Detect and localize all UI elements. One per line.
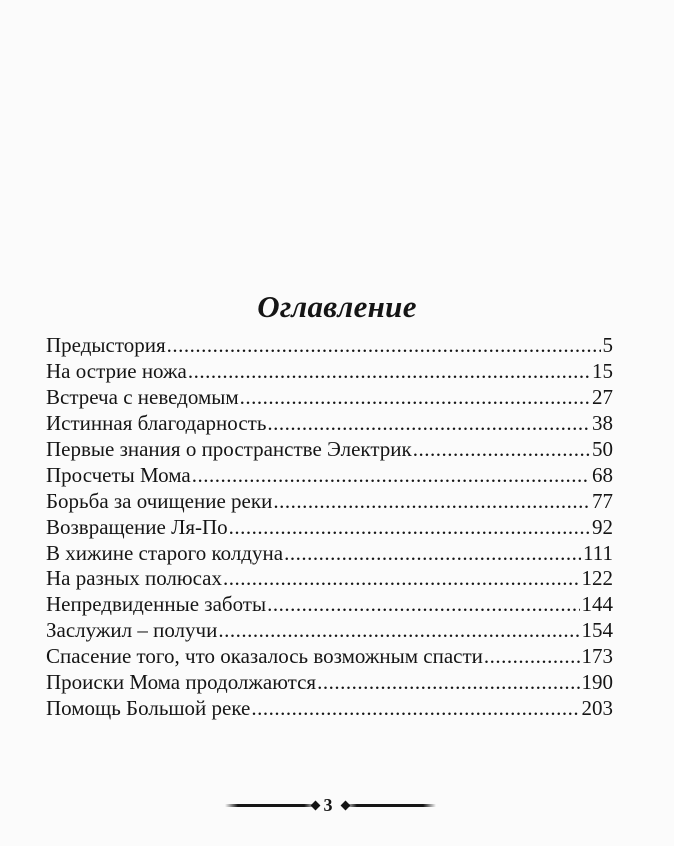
toc-entry-page: 144 — [581, 592, 613, 617]
toc-entry-title: На разных полюсах — [46, 566, 222, 591]
dot-leader — [273, 489, 590, 515]
toc-entry-page: 15 — [592, 358, 613, 383]
dot-leader — [192, 463, 590, 489]
toc-entry-title: Непредвиденные заботы — [46, 592, 267, 617]
dot-leader — [484, 644, 580, 670]
dot-leader — [240, 385, 590, 411]
toc-entry-title: Спасение того, что оказалось возможным спасти — [46, 644, 483, 669]
dot-leader — [251, 696, 579, 722]
toc-entry-page: 27 — [592, 384, 613, 409]
dot-leader — [317, 670, 579, 696]
toc-entry-title: В хижине старого колдуна — [46, 540, 284, 565]
toc-entry-page: 38 — [592, 410, 613, 435]
dot-leader — [223, 566, 580, 592]
toc-entry-title: Первые знания о пространстве Электрик — [46, 436, 412, 461]
dot-leader — [267, 592, 579, 618]
toc-entry-page: 122 — [581, 566, 613, 591]
table-of-contents — [46, 333, 613, 722]
page-number: 3 — [323, 795, 333, 815]
toc-entry-title: Предыстория — [46, 333, 166, 357]
page-title: Оглавление — [257, 288, 417, 324]
toc-entry-page: 50 — [592, 436, 613, 461]
toc-entry-title: Борьба за очищение реки — [46, 488, 273, 513]
toc-entry — [46, 696, 613, 722]
toc-entry — [46, 489, 613, 515]
toc-entry-page: 77 — [592, 488, 613, 513]
toc-entry-page: 154 — [581, 618, 613, 643]
toc-entry — [46, 566, 613, 592]
toc-entry-page: 5 — [602, 333, 613, 357]
ornament-rule-left — [225, 804, 317, 807]
toc-entry-title: Истинная благодарность — [46, 410, 267, 435]
toc-entry — [46, 463, 613, 489]
toc-entry-page: 68 — [592, 462, 613, 487]
toc-entry-page: 190 — [581, 670, 613, 695]
dot-leader — [167, 333, 601, 359]
toc-entry — [46, 592, 613, 618]
dot-leader — [267, 411, 590, 437]
toc-entry — [46, 333, 613, 359]
toc-entry-title: На острие ножа — [46, 358, 187, 383]
toc-entry — [46, 670, 613, 696]
dot-leader — [188, 359, 590, 385]
toc-entry-title: Помощь Большой реке — [46, 696, 251, 721]
toc-entry-page: 111 — [583, 540, 613, 565]
dot-leader — [413, 437, 590, 463]
toc-entry-page: 203 — [581, 696, 613, 721]
toc-entry — [46, 618, 613, 644]
dot-leader — [229, 515, 590, 541]
dot-leader — [284, 541, 581, 567]
toc-entry-title: Возвращение Ля-По — [46, 514, 228, 539]
toc-entry-page: 173 — [581, 644, 613, 669]
toc-entry — [46, 359, 613, 385]
toc-entry — [46, 437, 613, 463]
toc-entry — [46, 385, 613, 411]
dot-leader — [218, 618, 579, 644]
toc-entry — [46, 411, 613, 437]
toc-entry-title: Просчеты Мома — [46, 462, 191, 487]
toc-entry — [46, 644, 613, 670]
toc-entry — [46, 541, 613, 567]
toc-entry-title: Встреча с неведомым — [46, 384, 239, 409]
page-footer — [0, 791, 674, 819]
toc-entry-title: Заслужил – получи — [46, 618, 218, 643]
toc-entry-title: Происки Мома продолжаются — [46, 670, 317, 695]
toc-entry — [46, 515, 613, 541]
toc-entry-page: 92 — [592, 514, 613, 539]
ornament-rule-right — [344, 804, 436, 807]
